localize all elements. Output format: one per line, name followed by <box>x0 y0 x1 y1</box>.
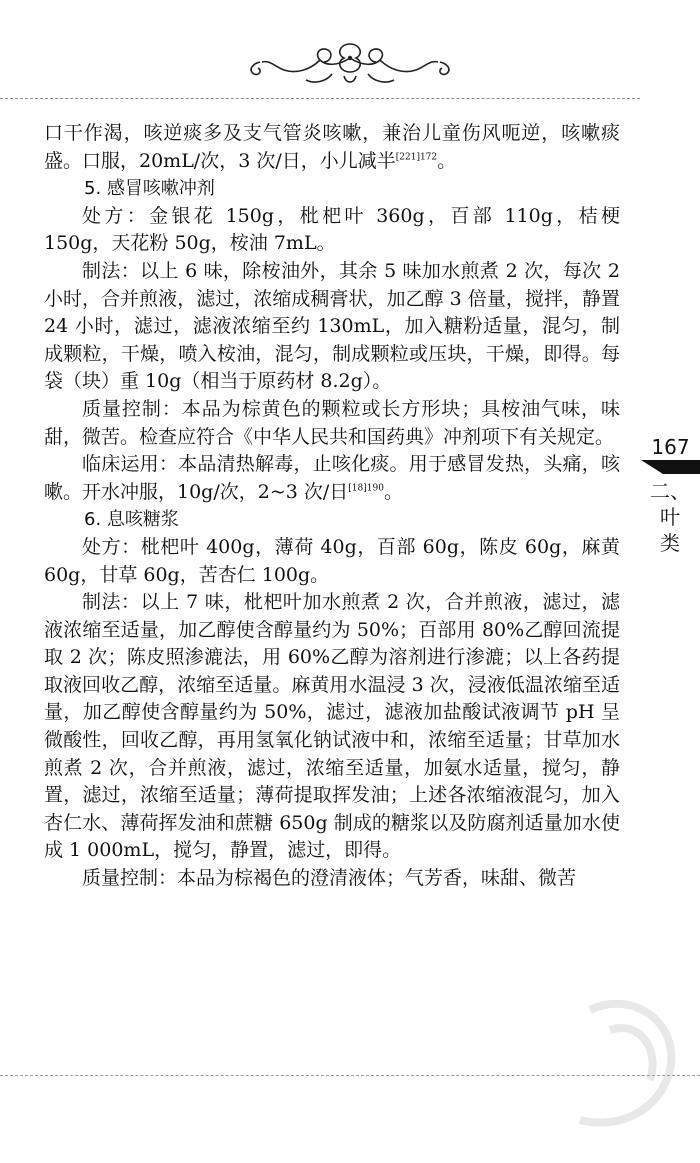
paragraph-preparation: 制法：以上 6 味，除桉油外，其余 5 味加水煎煮 2 次，每次 2 小时，合并煎液，滤过，浓缩成稠膏状，加乙醇 3 倍量，搅拌，静置 24 小时，滤过，滤液浓缩至约 130mL，加入糖粉适量，混匀，制成颗粒，干燥，喷入桉油，混匀，制成颗粒或压块，干燥，即得。每袋（块）重 10g（相当于原药材 8.2g）。 <box>44 259 620 393</box>
chapter-tab-line-3: 类 <box>660 531 680 555</box>
citation-ref: [221]172 <box>395 152 438 163</box>
paragraph-continued: 口干作渴，咳逆痰多及支气管炎咳嗽，兼治儿童伤风呃逆，咳嗽痰盛。口服，20mL/次，3 次/日，小儿减半$^{[221]172}$。 <box>44 122 620 172</box>
paragraph-quality-control-2: 质量控制：本品为棕褐色的澄清液体；气芳香，味甜、微苦 <box>82 867 577 890</box>
paragraph-preparation-2: 制法：以上 7 味，枇杷叶加水煎煮 2 次，合并煎液，滤过，滤液浓缩至适量，加乙醇使含醇量约为 50%；百部用 80%乙醇回流提取 2 次；陈皮照渗漉法，用 60%乙醇为溶剂进行渗漉；以上各药提取液回收乙醇，浓缩至适量。麻黄用水温浸 3 次，浸液低温浓缩至适量，加乙醇使含醇量约为 50%，滤过，滤液加盐酸试液调节 pH 呈微酸性，回收乙醇，再用氢氧化钠试液中和，浓缩至适量；甘草加水煎煮 2 次，合并煎液，滤过，浓缩至适量，加氨水适量，搅匀，静置，滤过，浓缩至适量；薄荷提取挥发油；上述各浓缩液混匀，加入杏仁水、薄荷挥发油和蔗糖 650g 制成的糖浆以及防腐剂适量加水使成 1 000mL，搅匀，静置，滤过，即得。 <box>44 591 620 862</box>
paragraph-prescription: 处方：金银花 150g，枇杷叶 360g，百部 110g，桔梗 150g，天花粉 50g，桉油 7mL。 <box>44 204 620 255</box>
page-number: 167 <box>651 435 690 459</box>
page-body <box>44 120 620 893</box>
footer-rule <box>0 1075 700 1076</box>
watermark-seal <box>560 990 700 1140</box>
chapter-tab-line-2: 叶 <box>660 505 680 529</box>
chapter-tab-label <box>650 478 690 556</box>
section-heading-6: 6. 息咳糖浆 <box>84 509 179 531</box>
section-heading-5: 5. 感冒咳嗽冲剂 <box>84 178 215 200</box>
paragraph-clinical-use: 临床运用：本品清热解毒，止咳化痰。用于感冒发热，头痛，咳嗽。开水冲服，10g/次，2~3 次/日$^{[18]190}$。 <box>44 453 620 503</box>
chapter-tab-line-1: 二、 <box>650 479 690 503</box>
paragraph-quality-control: 质量控制：本品为棕黄色的颗粒或长方形块；具桉油气味，味甜，微苦。检查应符合《中华人民共和国药典》冲剂项下有关规定。 <box>44 397 620 448</box>
chapter-tab-marker <box>641 460 700 474</box>
header-ornament <box>240 36 460 96</box>
paragraph-prescription-2: 处方：枇杷叶 400g，薄荷 40g，百部 60g，陈皮 60g，麻黄 60g，甘草 60g，苦杏仁 100g。 <box>44 535 620 586</box>
citation-ref: [18]190 <box>348 483 384 494</box>
header-rule <box>0 98 640 99</box>
